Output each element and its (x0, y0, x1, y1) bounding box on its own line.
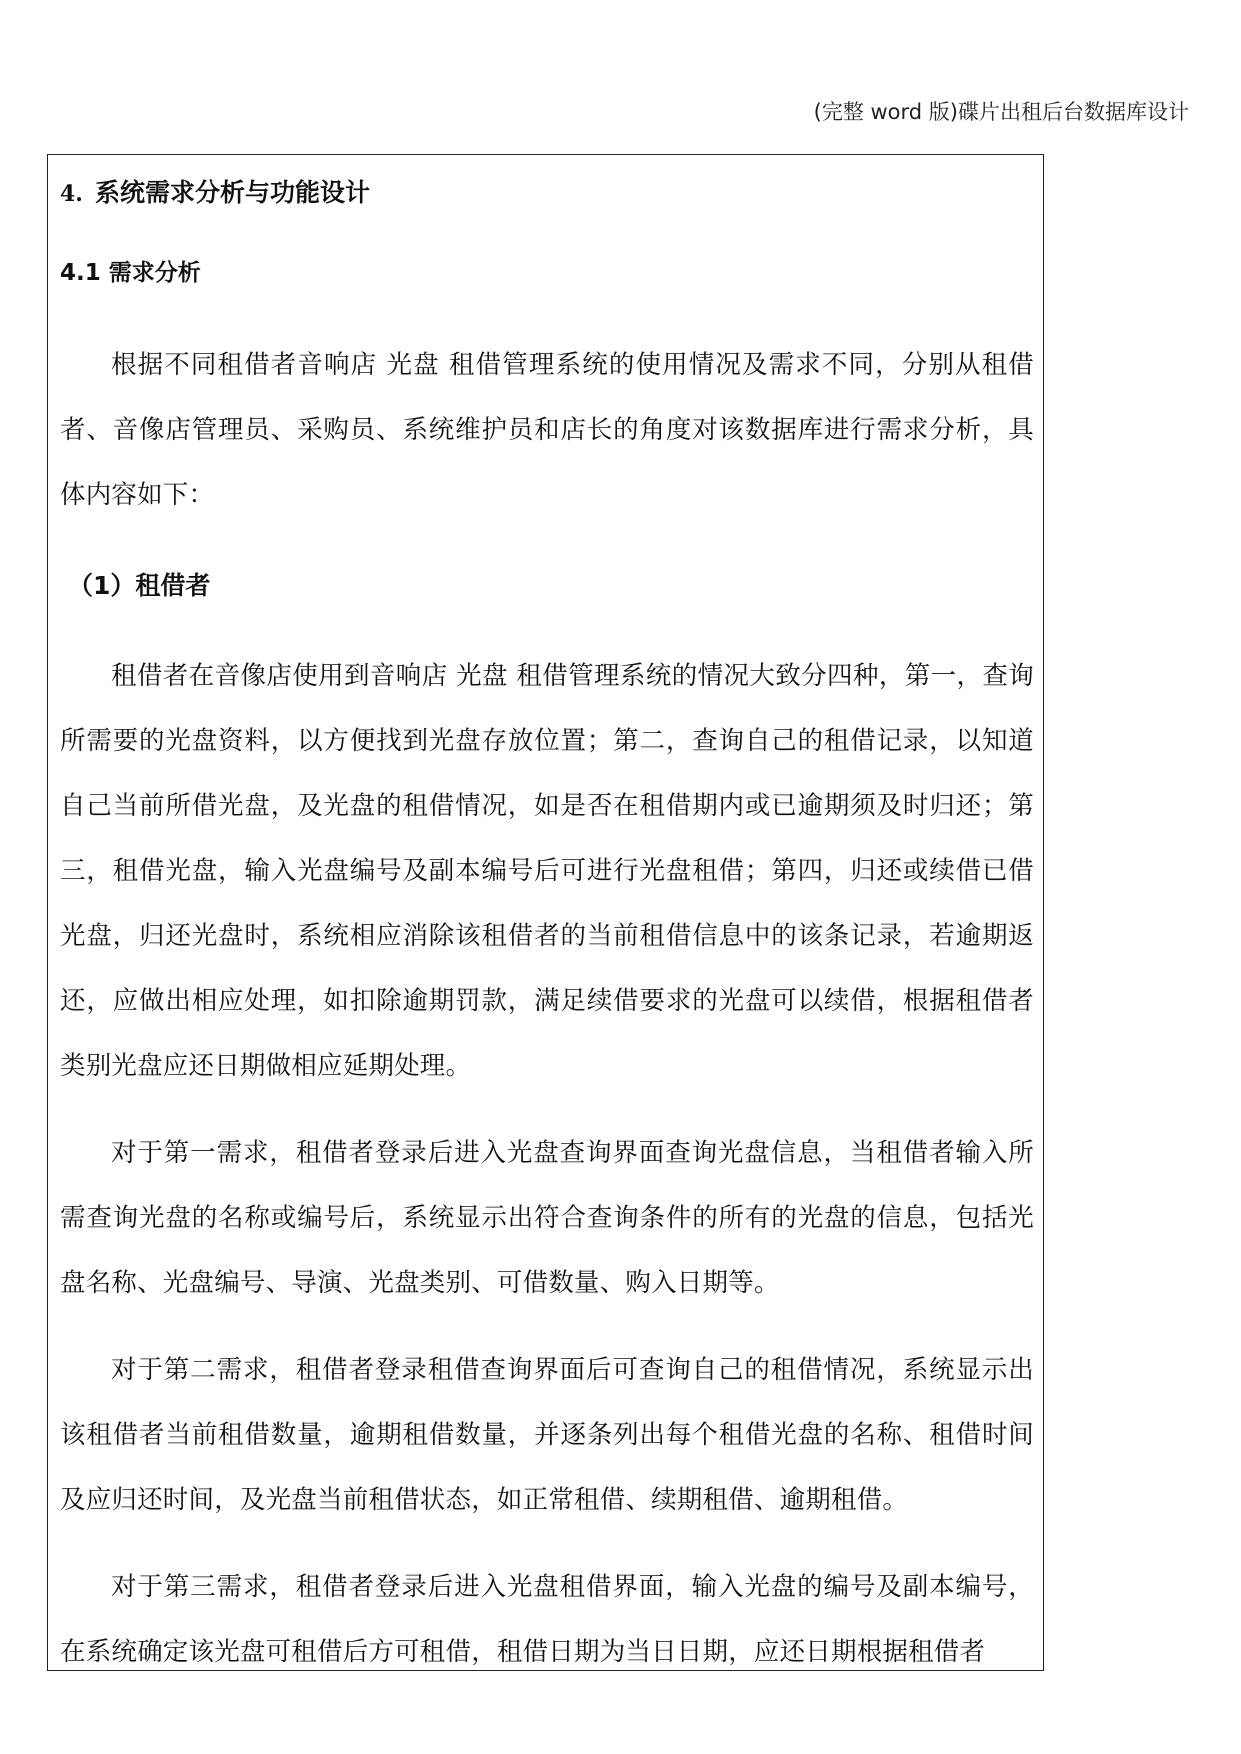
section-title: 系统需求分析与功能设计 (94, 178, 370, 207)
body-paragraph: 对于第二需求，租借者登录租借查询界面后可查询自己的租借情况，系统显示出该租借者当前租借数量，逾期租借数量，并逐条列出每个租借光盘的名称、租借时间及应归还时间，及光盘当前租借状态，如正常租借、续期租借、逾期租借。 (60, 1355, 1034, 1515)
section-heading (60, 173, 1034, 213)
body-paragraph: 对于第一需求，租借者登录后进入光盘查询界面查询光盘信息，当租借者输入所需查询光盘的名称或编号后，系统显示出符合查询条件的所有的光盘的信息，包括光盘名称、光盘编号、导演、光盘类别、可借数量、购入日期等。 (60, 1138, 1034, 1298)
document-body (48, 155, 1043, 1671)
section-number: 4. (60, 181, 83, 207)
body-paragraph: 租借者在音像店使用到音响店 光盘 租借管理系统的情况大致分四种，第一，查询所需要的光盘资料，以方便找到光盘存放位置；第二，查询自己的租借记录，以知道自己当前所借光盘，及光盘的租借情况，如是否在租借期内或已逾期须及时归还；第三，租借光盘，输入光盘编号及副本编号后可进行光盘租借；第四，归还或续借已借光盘，归还光盘时，系统相应消除该租借者的当前租借信息中的该条记录，若逾期返还，应做出相应处理，如扣除逾期罚款，满足续借要求的光盘可以续借，根据租借者类别光盘应还日期做相应延期处理。 (60, 661, 1034, 1081)
page-header-title: (完整 word 版)碟片出租后台数据库设计 (813, 100, 1189, 124)
body-paragraph: 对于第三需求，租借者登录后进入光盘租借界面，输入光盘的编号及副本编号，在系统确定该光盘可租借后方可租借，租借日期为当日日期，应还日期根据租借者 (60, 1572, 1034, 1667)
item-heading-renter: （1）租借者 (68, 571, 211, 600)
document-content-box (47, 154, 1044, 1671)
subsection-heading: 4.1 需求分析 (60, 260, 201, 286)
intro-paragraph: 根据不同租借者音响店 光盘 租借管理系统的使用情况及需求不同，分别从租借者、音像店管理员、采购员、系统维护员和店长的角度对该数据库进行需求分析，具体内容如下： (60, 350, 1034, 510)
